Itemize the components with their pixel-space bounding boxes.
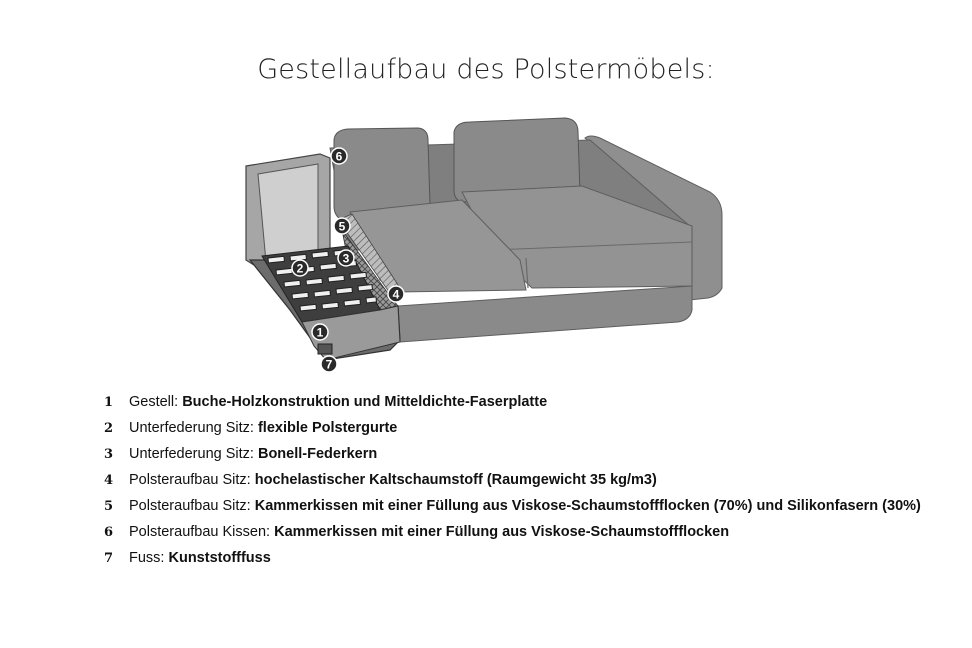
legend-value: Kunststofffuss: [168, 550, 271, 566]
left-armrest-inner: [258, 164, 318, 262]
svg-text:7: 7: [325, 357, 333, 372]
svg-text:5: 5: [338, 219, 346, 234]
legend-number: 2: [104, 421, 114, 436]
legend-label: Unterfederung Sitz:: [129, 446, 254, 462]
page-title: Gestellaufbau des Polstermöbels:: [257, 54, 715, 85]
legend-value: Kammerkissen mit einer Füllung aus Viskose-Schaumstoffflocken: [274, 524, 730, 540]
callout-1: [312, 324, 328, 340]
legend-item-3: [104, 446, 924, 463]
callout-5: [334, 218, 350, 234]
svg-text:1: 1: [316, 325, 324, 340]
legend-list: [104, 394, 924, 576]
legend-value: Kammerkissen mit einer Füllung aus Viskose-Schaumstoffflocken (70%) und Silikonfasern (30%): [254, 498, 921, 514]
legend-label: Polsteraufbau Kissen:: [129, 524, 271, 540]
legend-label: Polsteraufbau Sitz:: [129, 472, 251, 488]
legend-item-6: [104, 524, 924, 541]
legend-item-4: [104, 472, 924, 489]
legend-label: Fuss:: [129, 550, 165, 566]
legend-number: 5: [104, 499, 114, 514]
svg-text:2: 2: [296, 261, 304, 276]
callout-2: [292, 260, 308, 276]
legend-number: 3: [104, 447, 114, 462]
sofa-cutaway-diagram: [230, 110, 730, 380]
seat-base-front: [398, 286, 692, 342]
legend-number: 6: [104, 525, 114, 540]
legend-label: Gestell:: [129, 394, 179, 410]
legend-item-5: [104, 498, 924, 515]
legend-value: Buche-Holzkonstruktion und Mitteldichte-Faserplatte: [182, 394, 548, 410]
callout-6: [331, 148, 347, 164]
legend-number: 1: [104, 395, 114, 410]
legend-item-2: [104, 420, 924, 437]
callout-3: [338, 250, 354, 266]
svg-text:6: 6: [335, 149, 343, 164]
legend-item-7: [104, 550, 924, 567]
legend-value: Bonell-Federkern: [257, 446, 378, 462]
callout-4: [388, 286, 404, 302]
legend-label: Unterfederung Sitz:: [129, 420, 254, 436]
foot: [318, 344, 332, 354]
legend-number: 7: [104, 551, 114, 566]
legend-label: Polsteraufbau Sitz:: [129, 498, 251, 514]
legend-item-1: [104, 394, 924, 411]
svg-text:3: 3: [342, 251, 350, 266]
callout-7: [321, 356, 337, 372]
legend-number: 4: [104, 473, 114, 488]
legend-value: flexible Polstergurte: [257, 420, 398, 436]
legend-value: hochelastischer Kaltschaumstoff (Raumgewicht 35 kg/m3): [254, 472, 657, 488]
svg-text:4: 4: [392, 287, 400, 302]
